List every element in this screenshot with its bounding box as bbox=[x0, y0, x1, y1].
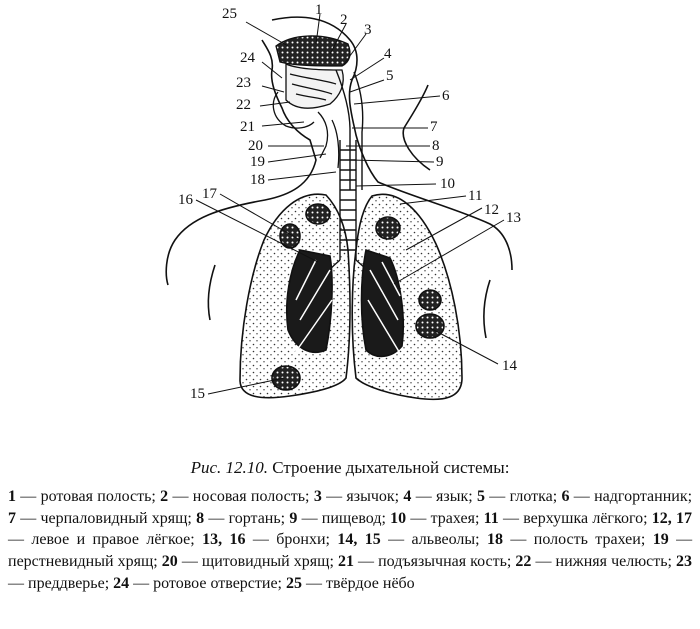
callout-9: 9 bbox=[436, 154, 444, 170]
legend-number: 12, 17 bbox=[651, 509, 693, 527]
legend-dash: — bbox=[484, 488, 510, 505]
callout-21: 21 bbox=[240, 119, 255, 135]
legend-text: черпаловидный хрящ; bbox=[40, 509, 197, 527]
legend-dash: — bbox=[204, 509, 229, 527]
legend-dash: — bbox=[498, 509, 524, 527]
callout-10: 10 bbox=[440, 176, 455, 192]
legend-text: язык; bbox=[436, 488, 477, 505]
figure-caption bbox=[0, 457, 700, 479]
callout-8: 8 bbox=[432, 138, 440, 154]
legend-number: 11 bbox=[483, 509, 499, 527]
legend-dash: — bbox=[353, 553, 379, 571]
callout-2: 2 bbox=[340, 12, 348, 28]
legend-entry bbox=[160, 488, 314, 505]
legend-text: бронхи; bbox=[276, 531, 338, 549]
callout-16: 16 bbox=[178, 192, 193, 208]
legend-dash: — bbox=[321, 488, 347, 505]
legend-entry bbox=[562, 488, 693, 505]
legend-number: 1 bbox=[8, 488, 16, 505]
legend-dash: — bbox=[531, 553, 556, 571]
legend-number: 2 bbox=[160, 488, 169, 505]
legend-number: 5 bbox=[476, 488, 485, 505]
legend-number: 3 bbox=[313, 488, 322, 505]
legend-dash: — bbox=[668, 531, 693, 549]
legend-text: гортань; bbox=[228, 509, 290, 527]
legend-number: 8 bbox=[196, 509, 205, 527]
legend-entry bbox=[202, 531, 337, 548]
legend-number: 6 bbox=[561, 488, 570, 505]
callout-7: 7 bbox=[430, 119, 438, 135]
left-lung bbox=[352, 194, 462, 399]
legend-text: преддверье; bbox=[28, 574, 114, 592]
callout-15: 15 bbox=[190, 386, 205, 402]
legend-dash: — bbox=[8, 574, 28, 592]
legend-entry bbox=[338, 553, 515, 570]
legend-entry bbox=[403, 488, 477, 505]
legend-text: нижняя челюсть; bbox=[555, 553, 677, 571]
legend-text: левое и правое лёгкое; bbox=[31, 531, 203, 549]
legend-dash: — bbox=[177, 553, 202, 571]
legend-number: 19 bbox=[652, 531, 669, 549]
legend-dash: — bbox=[406, 509, 431, 527]
legend-number: 22 bbox=[515, 553, 532, 571]
legend-entry bbox=[286, 575, 415, 592]
callout-5: 5 bbox=[386, 68, 394, 84]
legend-dash: — bbox=[569, 488, 595, 505]
callout-1: 1 bbox=[315, 2, 323, 18]
legend-number: 25 bbox=[286, 574, 302, 592]
legend-number: 4 bbox=[403, 488, 412, 505]
legend-dash: — bbox=[380, 531, 412, 549]
callout-13: 13 bbox=[506, 210, 521, 226]
callout-4: 4 bbox=[384, 46, 392, 62]
legend-text: подъязычная кость; bbox=[378, 553, 516, 571]
legend-entry bbox=[289, 510, 390, 527]
legend-text: перстневидный хрящ; bbox=[8, 553, 162, 571]
legend-entry bbox=[487, 531, 653, 548]
legend-entry bbox=[484, 510, 652, 527]
callout-14: 14 bbox=[502, 358, 517, 374]
callout-20: 20 bbox=[248, 138, 263, 154]
callout-3: 3 bbox=[364, 22, 372, 38]
legend-dash: — bbox=[16, 509, 41, 527]
legend-dash: — bbox=[168, 488, 193, 505]
legend-dash: — bbox=[302, 574, 326, 592]
callout-12: 12 bbox=[484, 202, 499, 218]
legend-entry bbox=[162, 553, 338, 570]
legend-number: 21 bbox=[337, 553, 354, 571]
legend-text: трахея; bbox=[430, 509, 484, 527]
legend-number: 13, 16 bbox=[202, 531, 246, 549]
legend-number: 7 bbox=[8, 509, 16, 527]
legend-dash: — bbox=[245, 531, 277, 549]
legend-dash: — bbox=[129, 574, 154, 592]
legend-text: ротовое отверстие; bbox=[153, 574, 286, 592]
legend-number: 18 bbox=[487, 531, 503, 549]
legend-text: надгортанник; bbox=[594, 488, 693, 505]
legend-entry bbox=[515, 553, 676, 570]
callout-23: 23 bbox=[236, 75, 251, 91]
legend-entry bbox=[337, 531, 487, 548]
legend-number: 20 bbox=[161, 553, 178, 571]
legend-text: полость трахеи; bbox=[533, 531, 653, 549]
legend-entry bbox=[477, 488, 562, 505]
legend-text: носовая полость; bbox=[192, 488, 314, 505]
callout-11: 11 bbox=[468, 188, 483, 204]
legend-text: верхушка лёгкого; bbox=[523, 509, 652, 527]
legend-number: 24 bbox=[113, 574, 130, 592]
legend-entry bbox=[8, 488, 160, 505]
legend-number: 14, 15 bbox=[337, 531, 381, 549]
legend-text: твёрдое нёбо bbox=[326, 574, 415, 592]
legend-number: 9 bbox=[289, 509, 298, 527]
legend-dash: — bbox=[411, 488, 437, 505]
legend-text: язычок; bbox=[346, 488, 404, 505]
legend-text: пищевод; bbox=[321, 509, 391, 527]
callout-6: 6 bbox=[442, 88, 450, 104]
legend-entry bbox=[113, 575, 286, 592]
figure-number: Рис. 12.10. bbox=[190, 458, 268, 477]
legend-dash: — bbox=[16, 488, 41, 505]
legend-text: альвеолы; bbox=[411, 531, 487, 549]
callout-22: 22 bbox=[236, 97, 251, 113]
right-lung bbox=[240, 194, 350, 397]
legend-dash: — bbox=[297, 509, 322, 527]
legend-text: глотка; bbox=[509, 488, 562, 505]
callout-19: 19 bbox=[250, 154, 265, 170]
legend-number: 23 bbox=[676, 553, 693, 571]
legend-dash: — bbox=[8, 531, 32, 549]
callout-24: 24 bbox=[240, 50, 255, 66]
legend-text: щитовидный хрящ; bbox=[201, 553, 338, 571]
callout-17: 17 bbox=[202, 186, 217, 202]
legend-entry bbox=[390, 510, 483, 527]
legend-entry bbox=[196, 510, 289, 527]
legend-entry bbox=[8, 510, 196, 527]
legend-dash: — bbox=[503, 531, 534, 549]
callout-25: 25 bbox=[222, 6, 237, 22]
legend-number: 10 bbox=[390, 509, 407, 527]
legend-entry bbox=[314, 488, 404, 505]
legend-text: ротовая полость; bbox=[40, 488, 161, 505]
figure-legend bbox=[8, 486, 692, 595]
callout-18: 18 bbox=[250, 172, 265, 188]
figure-title: Строение дыхательной системы: bbox=[272, 458, 510, 477]
